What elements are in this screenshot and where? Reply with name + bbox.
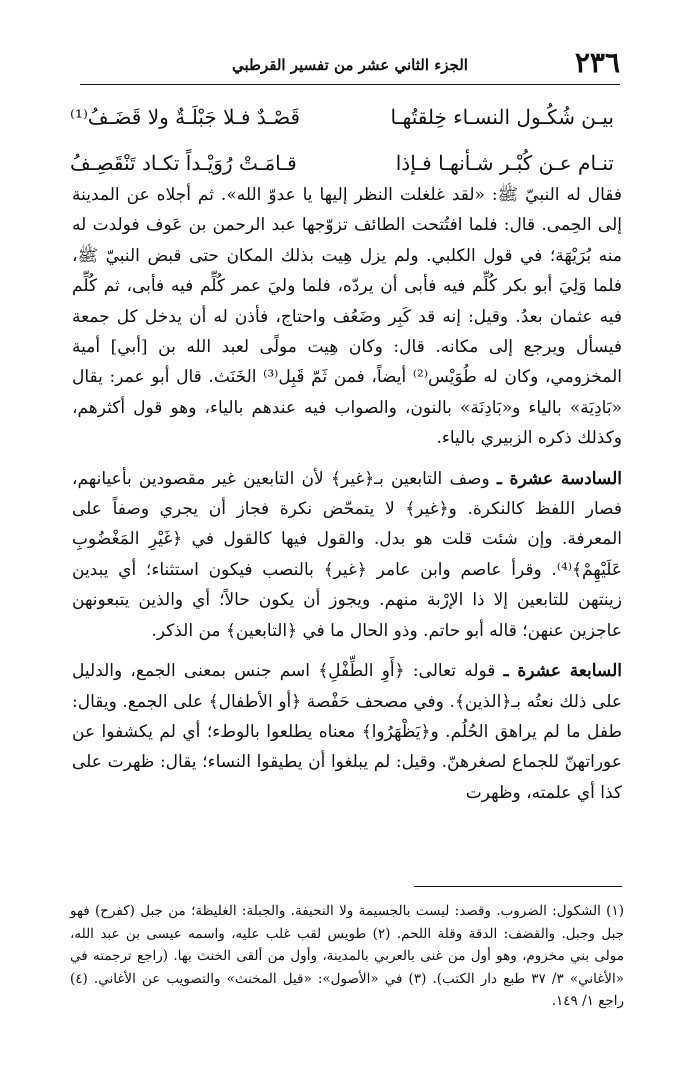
verse-hemistich-right: بيـن شُكُـول النسـاء خِلقتُهـا — [390, 105, 614, 129]
verse-line — [70, 94, 614, 140]
section-title: السابعة عشرة ـ — [503, 661, 622, 682]
verse-hemistich-left: قَصْـدٌ فـلا جَبْلَـةٌ ولا قَضَـفُ⁽¹⁾ — [70, 105, 301, 129]
footnotes — [70, 900, 624, 1013]
verse-hemistich-left: قـامَـتْ رُوَيْـداً تكـاد تَنْقَصِـفُ — [70, 151, 297, 175]
body-paragraph: فقال له النبيّ ﷺ: «لقد غلغلت النظر إليها يا عدوّ الله». ثم أجلاه عن المدينة إلى الحِمى. قال: فلما افتُتحت الطائف تزوّجها عبد الرحمن بن عَوف فولدت له منه بُرَيْهَة؛ في قول الكلبي. ولم يزل هِيت بذلك المكان حتى قبض النبيّ ﷺ، فلما وَلِيَ أبو بكر كُلِّم فيه فأبى أن يردّه، فلما وليَ عمر كُلِّم فيه فأبى، ثم كُلِّم فيه عثمان بعدُ. وقيل: إنه قد كَبِر وضَعُف واحتاج، فأذن له أن يدخل كل جمعة فيسأل ويرجع إلى مكانه. قال: وكان هِيت مولًى لعبد الله بن [أبي] أمية المخزومي، وكان له طُوَيْس⁽²⁾ أيضاً، فمن ثَمّ قَبِل⁽³⁾ الخَنَث. قال أبو عمر: يقال «بَادِيَة» بالياء و«بَادِنَة» بالنون، والصواب فيه عندهم بالياء، وهو قول أكثرهم، وكذلك ذكره الزبيري بالياء. — [72, 185, 622, 449]
running-title: الجزء الثاني عشر من تفسير القرطبي — [232, 56, 468, 74]
main-text — [72, 180, 622, 808]
page-header — [80, 44, 620, 85]
page-number: ٢٣٦ — [574, 46, 620, 79]
verse-hemistich-right: تنـام عـن كُبْـر شـأنهـا فـإذا — [395, 151, 614, 175]
body-paragraph — [72, 656, 622, 808]
poem-verses — [70, 94, 614, 186]
section-text: وصف التابعين بـ﴿غير﴾ لأن التابعين غير مقصودين بأعيانهم، فصار اللفظ كالنكرة. و﴿غير﴾ لا يتمحّض نكرة فجاز أن يجري وصفاً على المعرفة. وإن شئت قلت هو بدل. والقول فيها كالقول في ﴿غَيْرِ المَغْضُوبِ عَلَيْهِمْ﴾⁽⁴⁾. وقرأ عاصم وابن عامر ﴿غير﴾ بالنصب فيكون استثناء؛ أي يبدين زينتهن للتابعين إلا ذا الإرْبة منهم. ويجوز أن يكون حالاً؛ أي والذين يتبعونهن عاجزين عنهن؛ قاله أبو حاتم. وذو الحال ما في ﴿التابعين﴾ من الذكر. — [72, 468, 622, 641]
footnote-divider — [414, 886, 622, 887]
section-title: السادسة عشرة ـ — [496, 468, 622, 489]
body-paragraph — [72, 464, 622, 646]
footnote-text: (١) الشكول: الضروب. وقصد: ليست بالجسيمة ولا النحيفة. والجبلة: الغليظة؛ من جبل (كفرح) فهو جبل وجبل. والقضف: الدقة وقلة اللحم. (٢) طويس لقب غلب عليه، واسمه عيسى بن عبد الله، مولى بني مخزوم، وهو أول من غنى بالعربي بالمدينة، وأول من ألقى الخنث بها. (راجع ترجمته في «الأغاني» ٣/ ٣٧ طبع دار الكتب). (٣) في «الأصول»: «قيل المخنث» والتصويب عن الأغاني. (٤) راجع ١/ ١٤٩. — [70, 903, 624, 1009]
section-text: قوله تعالى: ﴿أَوِ الطِّفْلِ﴾ اسم جنس بمعنى الجمع، والدليل على ذلك نعتُه بـ﴿الذين﴾. وفي مصحف حَفْصة ﴿أو الأطفال﴾ على الجمع. ويقال: طفل ما لم يراهق الحُلُم. و﴿يَظْهَرُوا﴾ معناه يطلعوا بالوطء؛ أي لم يكشفوا عن عوراتهنّ للجماع لصغرهنّ. وقيل: لم يبلغوا أن يطيقوا النساء؛ يقال: ظهرت على كذا أي علمته، وظهرت — [72, 661, 622, 803]
